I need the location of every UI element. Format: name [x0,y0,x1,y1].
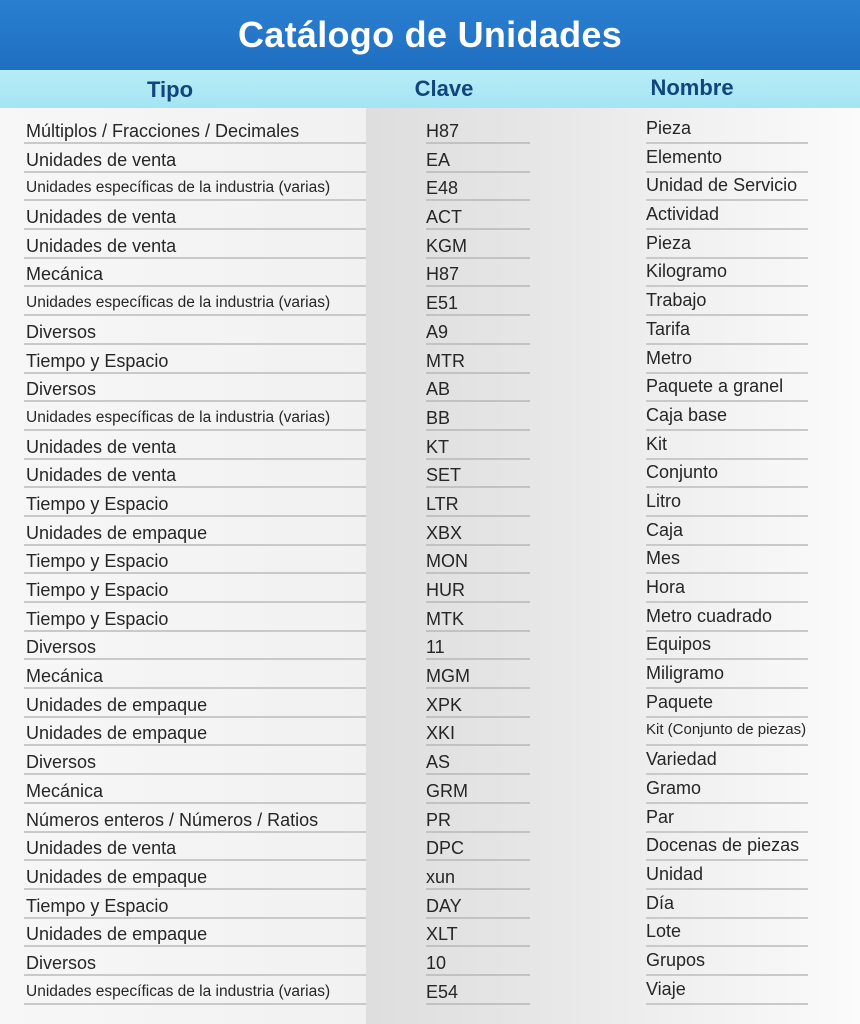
cell-tipo: Tiempo y Espacio [24,891,366,919]
cell-tipo: Tiempo y Espacio [24,575,366,603]
cell-clave: AB [426,374,530,402]
cell-nombre: Unidad de Servicio [646,173,808,201]
cell-nombre: Caja base [646,403,808,431]
cell-nombre: Lote [646,919,808,947]
header-tipo: Tipo [146,77,194,102]
cell-tipo: Mecánica [24,661,366,689]
table-header [0,70,860,108]
header-nombre: Nombre [650,75,734,100]
cell-clave: E54 [426,977,530,1005]
cell-tipo: Tiempo y Espacio [24,346,366,374]
table-row [0,604,860,633]
cell-tipo: Unidades de venta [24,432,366,460]
cell-nombre: Conjunto [646,460,808,488]
cell-clave: PR [426,805,530,833]
cell-nombre: Tarifa [646,317,808,345]
cell-tipo: Mecánica [24,776,366,804]
table-row [0,948,860,977]
table-row [0,546,860,575]
cell-clave: MON [426,546,530,574]
cell-nombre: Mes [646,546,808,574]
table-row [0,862,860,891]
table-row [0,833,860,862]
cell-tipo: Unidades específicas de la industria (varias) [24,288,366,316]
table-row [0,374,860,403]
cell-clave: MTR [426,346,530,374]
cell-clave: E48 [426,173,530,201]
cell-clave: 11 [426,632,530,660]
table-row [0,317,860,346]
cell-tipo: Tiempo y Espacio [24,489,366,517]
table-body [0,116,860,1005]
cell-tipo: Unidades de venta [24,145,366,173]
table-row [0,747,860,776]
cell-nombre: Variedad [646,747,808,775]
cell-nombre: Par [646,805,808,833]
table-row [0,805,860,834]
table-row [0,346,860,375]
cell-nombre: Metro [646,346,808,374]
table-row [0,231,860,260]
cell-nombre: Miligramo [646,661,808,689]
cell-nombre: Litro [646,489,808,517]
cell-clave: H87 [426,116,530,144]
cell-clave: MGM [426,661,530,689]
page-title: Catálogo de Unidades [237,14,623,55]
cell-clave: GRM [426,776,530,804]
cell-clave: E51 [426,288,530,316]
table-row [0,202,860,231]
table-row [0,632,860,661]
cell-clave: XKI [426,718,530,746]
cell-nombre: Metro cuadrado [646,604,808,632]
table-row [0,145,860,174]
table-row [0,891,860,920]
cell-tipo: Unidades de empaque [24,718,366,746]
cell-clave: KGM [426,231,530,259]
title-bar [0,0,860,70]
cell-nombre: Caja [646,518,808,546]
cell-nombre: Día [646,891,808,919]
cell-nombre: Equipos [646,632,808,660]
cell-tipo: Tiempo y Espacio [24,604,366,632]
table-row [0,288,860,317]
table-row [0,460,860,489]
cell-nombre: Paquete [646,690,808,718]
cell-tipo: Tiempo y Espacio [24,546,366,574]
cell-clave: XBX [426,518,530,546]
cell-nombre: Docenas de piezas [646,833,808,861]
table-row [0,489,860,518]
cell-tipo: Unidades de venta [24,202,366,230]
table-row [0,432,860,461]
cell-nombre: Kit [646,432,808,460]
cell-nombre: Viaje [646,977,808,1005]
cell-clave: XPK [426,690,530,718]
table-row [0,259,860,288]
cell-tipo: Unidades de venta [24,460,366,488]
cell-tipo: Diversos [24,317,366,345]
cell-tipo: Unidades específicas de la industria (varias) [24,403,366,431]
cell-tipo: Unidades de empaque [24,862,366,890]
cell-tipo: Diversos [24,632,366,660]
cell-nombre: Unidad [646,862,808,890]
cell-nombre: Grupos [646,948,808,976]
table-row [0,919,860,948]
cell-nombre: Pieza [646,116,808,144]
cell-clave: HUR [426,575,530,603]
cell-nombre: Kit (Conjunto de piezas) [646,718,808,746]
table-row [0,977,860,1006]
cell-nombre: Elemento [646,145,808,173]
cell-clave: ACT [426,202,530,230]
cell-tipo: Unidades de venta [24,231,366,259]
table-row [0,718,860,747]
table-row [0,116,860,145]
cell-nombre: Paquete a granel [646,374,808,402]
table-row [0,661,860,690]
table-row [0,173,860,202]
table-row [0,776,860,805]
cell-tipo: Múltiplos / Fracciones / Decimales [24,116,366,144]
cell-clave: xun [426,862,530,890]
table-row [0,403,860,432]
cell-clave: EA [426,145,530,173]
cell-tipo: Diversos [24,747,366,775]
cell-tipo: Unidades de venta [24,833,366,861]
cell-nombre: Actividad [646,202,808,230]
cell-tipo: Unidades específicas de la industria (varias) [24,977,366,1005]
cell-clave: KT [426,432,530,460]
cell-tipo: Números enteros / Números / Ratios [24,805,366,833]
cell-clave: LTR [426,489,530,517]
table-row [0,575,860,604]
table-row [0,518,860,547]
cell-tipo: Unidades específicas de la industria (varias) [24,173,366,201]
cell-nombre: Pieza [646,231,808,259]
cell-clave: H87 [426,259,530,287]
cell-nombre: Kilogramo [646,259,808,287]
cell-clave: DPC [426,833,530,861]
cell-clave: A9 [426,317,530,345]
cell-clave: MTK [426,604,530,632]
cell-tipo: Diversos [24,948,366,976]
cell-clave: BB [426,403,530,431]
cell-nombre: Hora [646,575,808,603]
header-clave: Clave [414,76,474,101]
cell-clave: DAY [426,891,530,919]
table-row [0,690,860,719]
cell-clave: 10 [426,948,530,976]
cell-tipo: Diversos [24,374,366,402]
cell-tipo: Mecánica [24,259,366,287]
cell-tipo: Unidades de empaque [24,690,366,718]
cell-clave: SET [426,460,530,488]
cell-tipo: Unidades de empaque [24,919,366,947]
cell-clave: XLT [426,919,530,947]
cell-clave: AS [426,747,530,775]
cell-nombre: Trabajo [646,288,808,316]
cell-nombre: Gramo [646,776,808,804]
cell-tipo: Unidades de empaque [24,518,366,546]
